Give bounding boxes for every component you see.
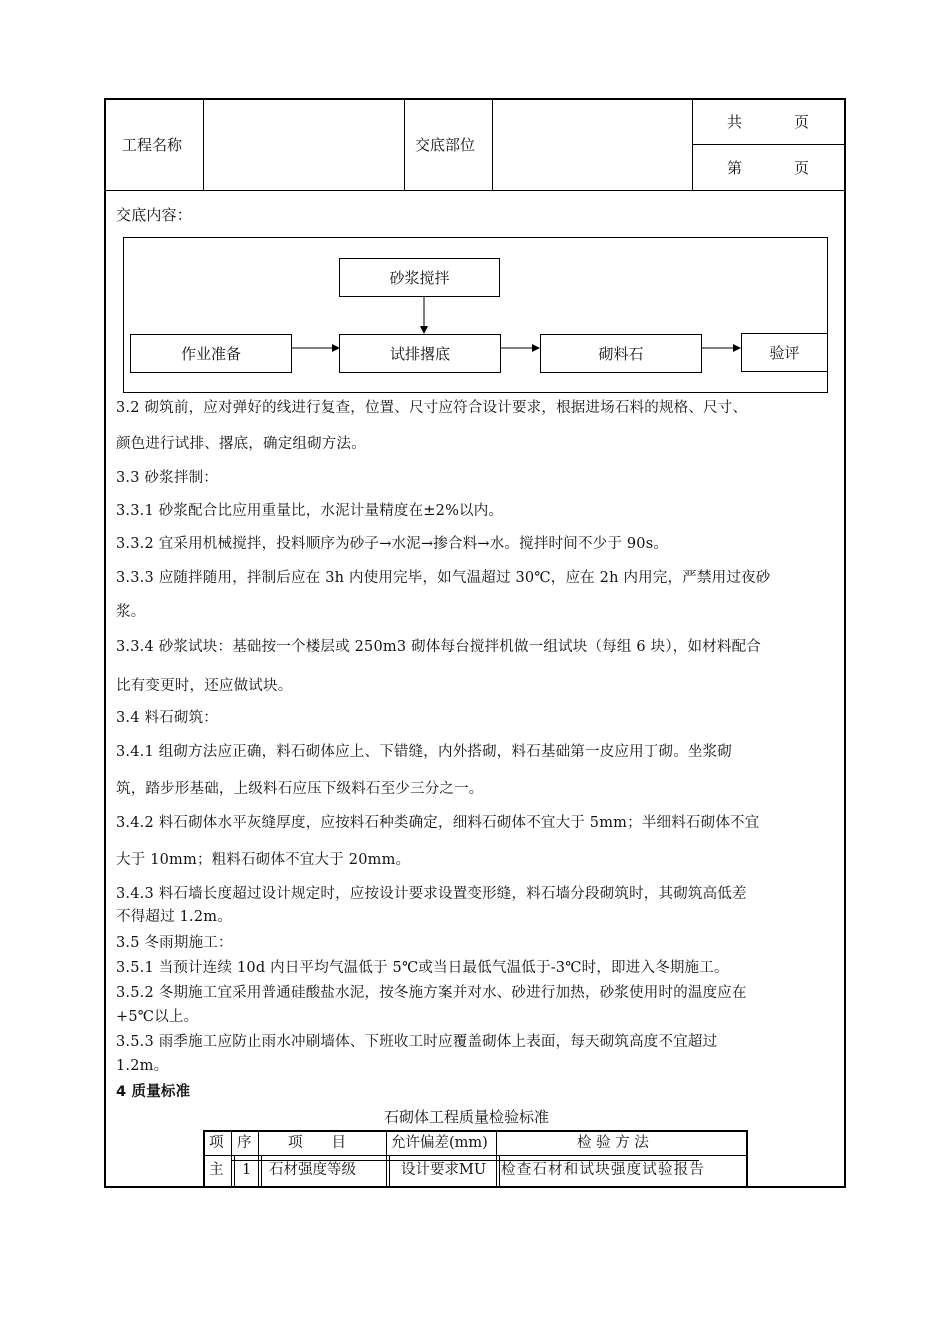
flow-mix-mortar: 砂浆搅拌 xyxy=(339,258,500,297)
paragraph-line: 3.5.3 雨季施工应防止雨水冲刷墙体、下班收工时应覆盖砌体上表面，每天砌筑高度不宜超过 xyxy=(116,1034,718,1050)
paragraph-line: 3.3.3 应随拌随用，拌制后应在 3h 内使用完毕，如气温超过 30℃，应在 2h 内用完，严禁用过夜砂 xyxy=(116,570,771,586)
paragraph-line: 颜色进行试排、撂底，确定组砌方法。 xyxy=(116,436,366,452)
paragraph-line: 3.3 砂浆拌制： xyxy=(116,470,218,486)
flow-trial-layout: 试排撂底 xyxy=(339,334,501,373)
paragraph-line: 1.2m。 xyxy=(116,1058,169,1074)
quality-table xyxy=(203,1130,747,1188)
table-caption: 石砌体工程质量检验标准 xyxy=(384,1108,550,1126)
table-cell: 主 xyxy=(209,1162,224,1178)
table-header-cell: 允许偏差(mm) xyxy=(391,1135,488,1151)
flow-laying: 砌料石 xyxy=(540,334,702,373)
project-name-label: 工程名称 xyxy=(122,136,183,154)
paragraph-line: 不得超过 1.2m。 xyxy=(116,909,232,925)
paragraph-line: 3.3.2 宜采用机械搅拌，投料顺序为砂子→水泥→掺合料→水。搅拌时间不少于 90s。 xyxy=(116,536,669,552)
page-no-label: 第 xyxy=(727,159,743,177)
page-no-unit: 页 xyxy=(794,159,810,177)
paragraph-line: 3.5.2 冬期施工宜采用普通硅酸盐水泥，按冬施方案并对水、砂进行加热，砂浆使用时的温度应在 xyxy=(116,985,747,1001)
location-label: 交底部位 xyxy=(415,136,476,154)
paragraph-line: 3.2 砌筑前，应对弹好的线进行复查，位置、尺寸应符合设计要求，根据进场石料的规格、尺寸、 xyxy=(116,400,748,416)
paragraph-line: 3.4.1 组砌方法应正确，料石砌体应上、下错缝，内外搭砌，料石基础第一皮应用丁砌。坐浆砌 xyxy=(116,744,732,760)
paragraph-line: 3.4.2 料石砌体水平灰缝厚度，应按料石种类确定，细料石砌体不宜大于 5mm；半细料石砌体不宜 xyxy=(116,815,760,831)
paragraph-line: 比有变更时，还应做试块。 xyxy=(116,678,293,694)
flow-inspect: 验评 xyxy=(741,333,828,372)
paragraph-line: 3.3.4 砂浆试块：基础按一个楼层或 250m3 砌体每台搅拌机做一组试块（每组 6 块），如材料配合 xyxy=(116,639,761,655)
table-cell: 设计要求MU xyxy=(401,1162,487,1178)
paragraph-line: 3.5 冬雨期施工： xyxy=(116,935,233,951)
paragraph-line: 3.3.1 砂浆配合比应用重量比，水泥计量精度在±2%以内。 xyxy=(116,503,504,519)
paragraph-line: 大于 10mm；粗料石砌体不宜大于 20mm。 xyxy=(116,852,411,868)
table-cell: 石材强度等级 xyxy=(269,1162,356,1178)
paragraph-line: 3.4.3 料石墙长度超过设计规定时，应按设计要求设置变形缝，料石墙分段砌筑时，其砌筑高低差 xyxy=(116,886,747,902)
paragraph-line: 浆。 xyxy=(116,604,146,620)
table-cell: 1 xyxy=(242,1162,252,1178)
paragraph-line: +5℃以上。 xyxy=(116,1009,199,1025)
total-pages-label: 共 xyxy=(727,113,743,131)
table-header-cell: 项 xyxy=(209,1135,224,1151)
table-cell: 检查石材和试块强度试验报告 xyxy=(501,1162,706,1178)
paragraph-line: 筑，踏步形基础，上级料石应压下级料石至少三分之一。 xyxy=(116,781,484,797)
section-4-title: 4 质量标准 xyxy=(116,1084,191,1100)
table-header-cell: 序 xyxy=(237,1135,252,1151)
paragraph-line: 3.5.1 当预计连续 10d 内日平均气温低于 5℃或当日最低气温低于-3℃时，即进入冬期施工。 xyxy=(116,960,729,976)
total-pages-unit: 页 xyxy=(794,113,810,131)
table-header-cell: 检 验 方 法 xyxy=(577,1135,649,1151)
flow-prepare: 作业准备 xyxy=(130,334,292,373)
paragraph-line: 3.4 料石砌筑： xyxy=(116,710,218,726)
table-header-cell: 项 目 xyxy=(288,1135,346,1151)
content-label: 交底内容： xyxy=(116,206,193,224)
